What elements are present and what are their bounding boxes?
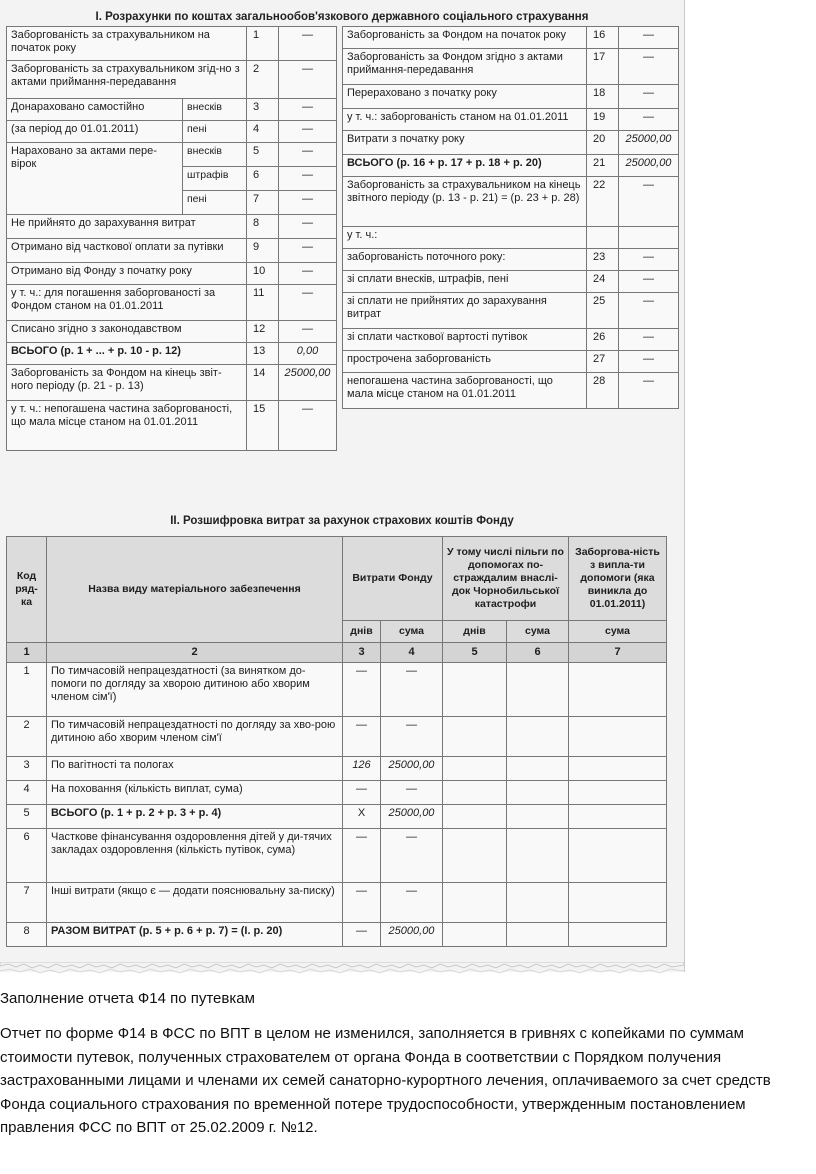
left-row-14-code: 14 — [247, 365, 279, 401]
right-row-18-value: — — [619, 85, 679, 109]
row-sum: — — [381, 883, 443, 923]
left-row-5-sub: внесків — [183, 143, 247, 167]
colnum: 1 — [7, 643, 47, 663]
right-row-16-value: — — [619, 27, 679, 49]
torn-edge — [0, 962, 684, 976]
article-text — [0, 988, 812, 1140]
colnum: 6 — [507, 643, 569, 663]
right-row-25-code: 25 — [587, 293, 619, 329]
right-row-22-code: 22 — [587, 177, 619, 227]
section1-title: І. Розрахунки по коштах загальнообов'язкового державного соціального страхування — [95, 11, 589, 23]
row-days: — — [343, 781, 381, 805]
right-row-24-code: 24 — [587, 271, 619, 293]
left-row-15-value: — — [279, 401, 337, 451]
left-row-8-value: — — [279, 215, 337, 239]
right-row-26-value: — — [619, 329, 679, 351]
row-name: На поховання (кількість виплат, сума) — [47, 781, 343, 805]
row-name: Інші витрати (якщо є — додати пояснювальну за-писку) — [47, 883, 343, 923]
table-row — [7, 829, 667, 883]
right-row-22-value: — — [619, 177, 679, 227]
section2-title: ІІ. Розшифровка витрат за рахунок страхових коштів Фонду — [170, 515, 514, 527]
right-row-26-code: 26 — [587, 329, 619, 351]
table-row — [7, 757, 667, 781]
left-row-11-value: — — [279, 285, 337, 321]
table-row — [7, 805, 667, 829]
right-row-25-label: зі сплати не прийнятих до зарахування витрат — [343, 293, 587, 329]
right-row-20-code: 20 — [587, 131, 619, 155]
left-row-13-label: ВСЬОГО (р. 1 + ... + р. 10 - р. 12) — [7, 343, 247, 365]
left-row-2-code: 2 — [247, 61, 279, 99]
row-code: 1 — [7, 663, 47, 717]
row-sum: — — [381, 829, 443, 883]
left-row-9-code: 9 — [247, 239, 279, 263]
left-row-3-value: — — [279, 99, 337, 121]
row-name: По вагітності та пологах — [47, 757, 343, 781]
left-row-10-label: Отримано від Фонду з початку року — [7, 263, 247, 285]
left-row-1-value: — — [279, 27, 337, 61]
header-code: Код ряд-ка — [7, 537, 47, 643]
right-row-19-code: 19 — [587, 109, 619, 131]
right-row-16-code: 16 — [587, 27, 619, 49]
right-row-21-code: 21 — [587, 155, 619, 177]
row-sum: — — [381, 717, 443, 757]
row-sum: 25000,00 — [381, 757, 443, 781]
left-row-13-value: 0,00 — [279, 343, 337, 365]
table-row — [7, 663, 667, 717]
section1-left-table — [6, 26, 337, 451]
section1-right-table — [342, 26, 679, 409]
left-row-7-sub: пені — [183, 191, 247, 215]
left-row-4-sub: пені — [183, 121, 247, 143]
row-name: По тимчасовій непрацездатності по догляду за хво-рою дитиною або хворим членом сім'ї — [47, 717, 343, 757]
table-row — [7, 883, 667, 923]
colnum: 2 — [47, 643, 343, 663]
row-days: — — [343, 883, 381, 923]
left-row-12-value: — — [279, 321, 337, 343]
right-row-23-code: 23 — [587, 249, 619, 271]
right-row-18-label: Перераховано з початку року — [343, 85, 587, 109]
left-row-7-code: 7 — [247, 191, 279, 215]
right-row-20-label: Витрати з початку року — [343, 131, 587, 155]
colnum: 7 — [569, 643, 667, 663]
row-days: — — [343, 663, 381, 717]
section1 — [6, 26, 678, 490]
right-row-25-value: — — [619, 293, 679, 329]
right-row-17-value: — — [619, 49, 679, 85]
colnum: 3 — [343, 643, 381, 663]
right-row-28-code: 28 — [587, 373, 619, 409]
right-row-21-label: ВСЬОГО (р. 16 + р. 17 + р. 18 + р. 20) — [343, 155, 587, 177]
right-row-16-label: Заборгованість за Фондом на початок року — [343, 27, 587, 49]
row-code: 5 — [7, 805, 47, 829]
left-row-5-label: Нараховано за актами пере-вірок — [7, 143, 183, 215]
left-row-9-label: Отримано від часткової оплати за путівки — [7, 239, 247, 263]
table-row — [7, 781, 667, 805]
row-days: 126 — [343, 757, 381, 781]
right-row-28-value: — — [619, 373, 679, 409]
left-row-11-code: 11 — [247, 285, 279, 321]
left-row-13-code: 13 — [247, 343, 279, 365]
colnum: 4 — [381, 643, 443, 663]
row-days: — — [343, 829, 381, 883]
row-code: 7 — [7, 883, 47, 923]
header-name: Назва виду матеріального забезпечення — [47, 537, 343, 643]
left-row-12-code: 12 — [247, 321, 279, 343]
article-heading: Заполнение отчета Ф14 по путевкам — [0, 990, 255, 1007]
right-row-17-label: Заборгованість за Фондом згідно з актами приймання-передавання — [343, 49, 587, 85]
left-row-4-value: — — [279, 121, 337, 143]
row-sum: — — [381, 781, 443, 805]
row-name: ВСЬОГО (р. 1 + р. 2 + р. 3 + р. 4) — [47, 805, 343, 829]
left-row-8-code: 8 — [247, 215, 279, 239]
left-row-8-label: Не прийнято до зарахування витрат — [7, 215, 247, 239]
right-row-28-label: непогашена частина заборгованості, що мала місце станом на 01.01.2011 — [343, 373, 587, 409]
left-row-2-label: Заборгованість за страхувальником згід-но з актами приймання-передавання — [7, 61, 247, 99]
header-sum2: сума — [507, 621, 569, 643]
row-code: 8 — [7, 923, 47, 947]
right-row-26-label: зі сплати часткової вартості путівок — [343, 329, 587, 351]
right-row-19-label: у т. ч.: заборгованість станом на 01.01.2011 — [343, 109, 587, 131]
right-row-incl-value — [619, 227, 679, 249]
row-code: 2 — [7, 717, 47, 757]
left-row-6-code: 6 — [247, 167, 279, 191]
left-row-4-label: (за період до 01.01.2011) — [7, 121, 183, 143]
section2 — [6, 512, 678, 947]
right-row-23-label: заборгованість поточного року: — [343, 249, 587, 271]
left-row-15-label: у т. ч.: непогашена частина заборгованості, що мала місце станом на 01.01.2011 — [7, 401, 247, 451]
left-row-4-code: 4 — [247, 121, 279, 143]
left-row-12-label: Списано згідно з законодавством — [7, 321, 247, 343]
left-row-10-code: 10 — [247, 263, 279, 285]
colnum: 5 — [443, 643, 507, 663]
row-code: 4 — [7, 781, 47, 805]
left-row-11-label: у т. ч.: для погашення заборгованості за Фондом станом на 01.01.2011 — [7, 285, 247, 321]
header-chernobyl: У тому числі пільги по допомогах по-страждалим внаслі-док Чорнобильської катастрофи — [443, 537, 569, 621]
row-sum: — — [381, 663, 443, 717]
left-row-3-code: 3 — [247, 99, 279, 121]
left-row-6-value: — — [279, 167, 337, 191]
table-row — [7, 717, 667, 757]
right-row-27-code: 27 — [587, 351, 619, 373]
header-days2: днів — [443, 621, 507, 643]
left-row-10-value: — — [279, 263, 337, 285]
left-row-14-value: 25000,00 — [279, 365, 337, 401]
left-row-2-value: — — [279, 61, 337, 99]
row-name: РАЗОМ ВИТРАТ (р. 5 + р. 6 + р. 7) = (І. р. 20) — [47, 923, 343, 947]
section2-table — [6, 536, 667, 947]
row-sum: 25000,00 — [381, 923, 443, 947]
right-row-27-label: прострочена заборгованість — [343, 351, 587, 373]
article-paragraph: Отчет по форме Ф14 в ФСС по ВПТ в целом не изменился, заполняется в гривнях с копейками по суммам стоимости путевок, полученных страхователем от органа Фонда в соответствии с Порядком получения застрахованными лицами и членами их семей санаторно-курортного лечения, оплачиваемого за счет средств Фонда социального страхования по временной потере трудоспособности, утвержденным постановлением правления ФСС по ВПТ от 25.02.2009 г. №12. — [0, 1025, 771, 1136]
right-row-18-code: 18 — [587, 85, 619, 109]
row-name: Часткове фінансування оздоровлення дітей у ди-тячих закладах оздоровлення (кількість путівок, сума) — [47, 829, 343, 883]
row-days: — — [343, 923, 381, 947]
right-row-22-label: Заборгованість за страхувальником на кінець звітного періоду (р. 13 - р. 21) = (р. 23 + р. 28) — [343, 177, 587, 227]
left-row-14-label: Заборгованість за Фондом на кінець звіт-ного періоду (р. 21 - р. 13) — [7, 365, 247, 401]
right-row-20-value: 25000,00 — [619, 131, 679, 155]
left-row-6-sub: штрафів — [183, 167, 247, 191]
header-expenses: Витрати Фонду — [343, 537, 443, 621]
right-row-incl-code — [587, 227, 619, 249]
header-days: днів — [343, 621, 381, 643]
row-code: 6 — [7, 829, 47, 883]
header-debt: Заборгова-ність з випла-ти допомоги (яка виникла до 01.01.2011) — [569, 537, 667, 621]
right-row-27-value: — — [619, 351, 679, 373]
right-row-24-value: — — [619, 271, 679, 293]
left-row-5-value: — — [279, 143, 337, 167]
row-days: Х — [343, 805, 381, 829]
left-row-5-code: 5 — [247, 143, 279, 167]
header-sum: сума — [381, 621, 443, 643]
table-row — [7, 923, 667, 947]
left-row-15-code: 15 — [247, 401, 279, 451]
row-sum: 25000,00 — [381, 805, 443, 829]
left-row-9-value: — — [279, 239, 337, 263]
left-row-1-code: 1 — [247, 27, 279, 61]
right-row-19-value: — — [619, 109, 679, 131]
left-row-7-value: — — [279, 191, 337, 215]
right-row-21-value: 25000,00 — [619, 155, 679, 177]
right-row-17-code: 17 — [587, 49, 619, 85]
right-row-24-label: зі сплати внесків, штрафів, пені — [343, 271, 587, 293]
right-row-incl-label: у т. ч.: — [343, 227, 587, 249]
right-row-23-value: — — [619, 249, 679, 271]
header-sum3: сума — [569, 621, 667, 643]
left-row-3-sub: внесків — [183, 99, 247, 121]
left-row-3-label: Донараховано самостійно — [7, 99, 183, 121]
row-name: По тимчасовій непрацездатності (за винятком до-помоги по догляду за хворою дитиною або хворим членом сім'ї) — [47, 663, 343, 717]
row-code: 3 — [7, 757, 47, 781]
left-row-1-label: Заборгованість за страхувальником на початок року — [7, 27, 247, 61]
row-days: — — [343, 717, 381, 757]
